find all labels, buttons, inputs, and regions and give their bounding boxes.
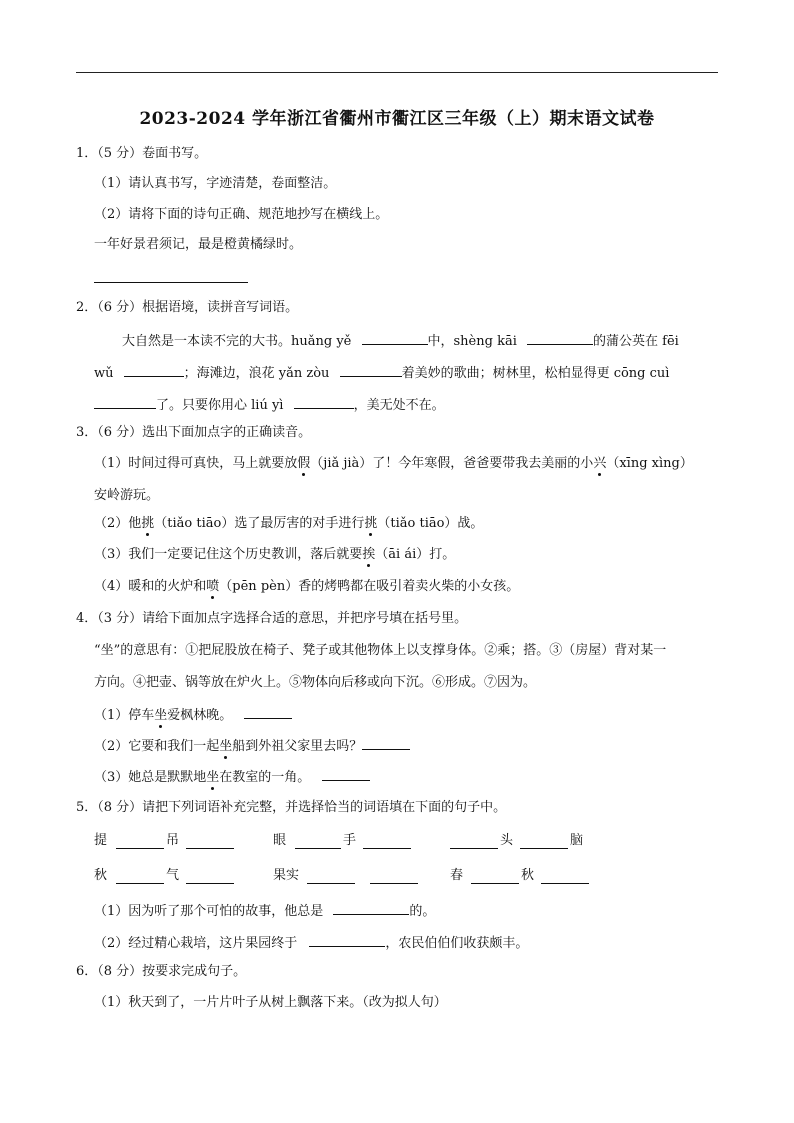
q3-item-2-text-c: （tiǎo tiāo）战。 — [377, 516, 484, 531]
q1-poem: 一年好景君须记，最是橙黄橘绿时。 — [94, 237, 303, 252]
q2-text-1a: 大自然是一本读不完的大书。huǎng yě — [122, 334, 352, 349]
q3-item-3 — [94, 546, 455, 564]
q4-header: 4．（3 分）请给下面加点字选择合适的意思，并把序号填在括号里。 — [76, 611, 468, 626]
q4-dotted-char: 坐 — [219, 739, 233, 754]
q5-blank[interactable] — [363, 848, 411, 849]
q4-blank-2[interactable] — [362, 735, 410, 750]
q3-item-1-cont: 安岭游玩。 — [94, 488, 160, 503]
q2-blank-3[interactable] — [124, 362, 184, 377]
q4-item-1-text-a: （1）停车 — [94, 708, 155, 723]
q4-item-3-text-a: （3）她总是默默地 — [94, 770, 207, 785]
q5-blank[interactable] — [307, 883, 355, 884]
q2-text-2c: 着美妙的歌曲；树林里，松柏显得更 cōng cuì — [401, 366, 670, 381]
q2-text-3b: ，美无处不在。 — [353, 398, 445, 413]
q2-blank-4[interactable] — [340, 362, 402, 377]
q3-dotted-char: 兴 — [593, 456, 607, 471]
q5-sentence-1 — [94, 900, 435, 921]
q5-word-3: 眼 — [273, 833, 287, 848]
q4-item-1 — [94, 704, 292, 725]
q1-header: 1．（5 分）卷面书写。 — [76, 146, 208, 161]
q5-sentence-1-text-a: （1）因为听了那个可怕的故事，他总是 — [94, 904, 324, 919]
q5-header: 5．（8 分）请把下列词语补充完整，并选择恰当的词语填在下面的句子中。 — [76, 800, 507, 815]
q3-dotted-char: 挑 — [141, 516, 155, 531]
q3-item-3-text-a: （3）我们一定要记住这个历史教训，落后就要 — [94, 547, 363, 562]
q4-item-2 — [94, 735, 410, 756]
q2-text-2b: ；海滩边，浪花 yǎn zòu — [183, 366, 330, 381]
q6-item-1: （1）秋天到了，一片片叶子从树上飘落下来。（改为拟人句） — [94, 995, 447, 1010]
q2-text-1b: 中，shèng kāi — [427, 334, 517, 349]
q5-word-6: 脑 — [570, 833, 584, 848]
q5-blank[interactable] — [186, 883, 234, 884]
q1-answer-line[interactable] — [94, 282, 248, 283]
q5-sentence-1-text-b: 的。 — [409, 904, 436, 919]
q2-text-1c: 的蒲公英在 fēi — [593, 334, 679, 349]
q2-blank-2[interactable] — [527, 330, 593, 345]
q5-sentence-2 — [94, 932, 528, 953]
q5-blank[interactable] — [450, 848, 498, 849]
q2-text-3a: 了。只要你用心 liú yì — [156, 398, 284, 413]
q2-line-2 — [94, 362, 669, 383]
q3-item-4-text-a: （4）暖和的火炉和 — [94, 579, 207, 594]
q3-item-2 — [94, 515, 483, 533]
q2-blank-5[interactable] — [94, 394, 156, 409]
q3-item-1-text-a: （1）时间过得可真快，马上就要放 — [94, 456, 298, 471]
q5-blank[interactable] — [295, 848, 341, 849]
q3-dotted-char: 挨 — [362, 547, 376, 562]
q3-item-3-text-b: （āi ái）打。 — [375, 547, 456, 562]
q3-item-1 — [94, 455, 693, 473]
q2-line-1 — [122, 330, 679, 351]
q4-item-2-text-a: （2）它要和我们一起 — [94, 739, 220, 754]
q5-word-1: 提 — [94, 833, 108, 848]
q4-dotted-char: 坐 — [154, 708, 168, 723]
q5-blank[interactable] — [471, 883, 519, 884]
q4-meaning-2: 方向。④把壶、锅等放在炉火上。⑤物体向后移或向下沉。⑥形成。⑦因为。 — [94, 675, 537, 690]
q2-header: 2．（6 分）根据语境，读拼音写词语。 — [76, 300, 299, 315]
header-rule — [76, 72, 718, 73]
q5-sentence-2-text-a: （2）经过精心栽培，这片果园终于 — [94, 936, 298, 951]
q1-instruction-1: （1）请认真书写，字迹清楚，卷面整洁。 — [94, 176, 337, 191]
q4-blank-3[interactable] — [322, 766, 370, 781]
q5-sentence-blank-2[interactable] — [309, 932, 385, 947]
q5-word-10: 春 — [450, 868, 464, 883]
q4-item-3-text-b: 在教室的一角。 — [219, 770, 311, 785]
q3-dotted-char: 喷 — [206, 579, 220, 594]
q5-word-8: 气 — [166, 868, 180, 883]
q3-dotted-char: 假 — [297, 456, 311, 471]
q3-item-4-text-b: （pēn pèn）香的烤鸭都在吸引着卖火柴的小女孩。 — [219, 579, 520, 594]
q4-item-1-text-b: 爱枫林晚。 — [167, 708, 233, 723]
q3-item-2-text-a: （2）他 — [94, 516, 142, 531]
q3-header: 3．（6 分）选出下面加点字的正确读音。 — [76, 425, 312, 440]
q4-item-2-text-b: 船到外祖父家里去吗？ — [232, 739, 363, 754]
q5-word-7: 秋 — [94, 868, 108, 883]
q2-text-2a: wǔ — [94, 366, 114, 381]
q5-sentence-2-text-b: ，农民伯伯们收获颇丰。 — [385, 936, 529, 951]
q5-sentence-blank-1[interactable] — [333, 900, 409, 915]
q5-word-9: 果实 — [273, 868, 300, 883]
q3-item-4 — [94, 578, 519, 596]
q2-line-3 — [94, 394, 445, 415]
q3-dotted-char: 挑 — [364, 516, 378, 531]
q4-dotted-char: 坐 — [206, 770, 220, 785]
q5-blank[interactable] — [116, 883, 164, 884]
exam-title: 2023-2024 学年浙江省衢州市衢江区三年级（上）期末语文试卷 — [139, 109, 655, 129]
q5-word-11: 秋 — [521, 868, 535, 883]
q2-blank-1[interactable] — [362, 330, 428, 345]
q5-blank[interactable] — [520, 848, 568, 849]
q2-blank-6[interactable] — [294, 394, 354, 409]
q5-blank[interactable] — [370, 883, 418, 884]
q5-blank[interactable] — [186, 848, 234, 849]
q5-word-4: 手 — [343, 833, 357, 848]
q4-meaning-1: “坐”的意思有：①把屁股放在椅子、凳子或其他物体上以支撑身体。②乘；搭。③（房屋）背对某一 — [94, 643, 667, 658]
q6-header: 6．（8 分）按要求完成句子。 — [76, 964, 247, 979]
q4-item-3 — [94, 766, 370, 787]
q3-item-1-text-c: （xīng xìng） — [606, 456, 693, 471]
q3-item-1-text-b: （jiǎ jià）了！今年寒假，爸爸要带我去美丽的小 — [310, 456, 594, 471]
q5-blank[interactable] — [541, 883, 589, 884]
q5-blank[interactable] — [116, 848, 164, 849]
q5-word-5: 头 — [500, 833, 514, 848]
q3-item-2-text-b: （tiǎo tiāo）选了最厉害的对手进行 — [154, 516, 365, 531]
q5-word-2: 吊 — [166, 833, 180, 848]
q1-instruction-2: （2）请将下面的诗句正确、规范地抄写在横线上。 — [94, 207, 389, 222]
q4-blank-1[interactable] — [244, 704, 292, 719]
